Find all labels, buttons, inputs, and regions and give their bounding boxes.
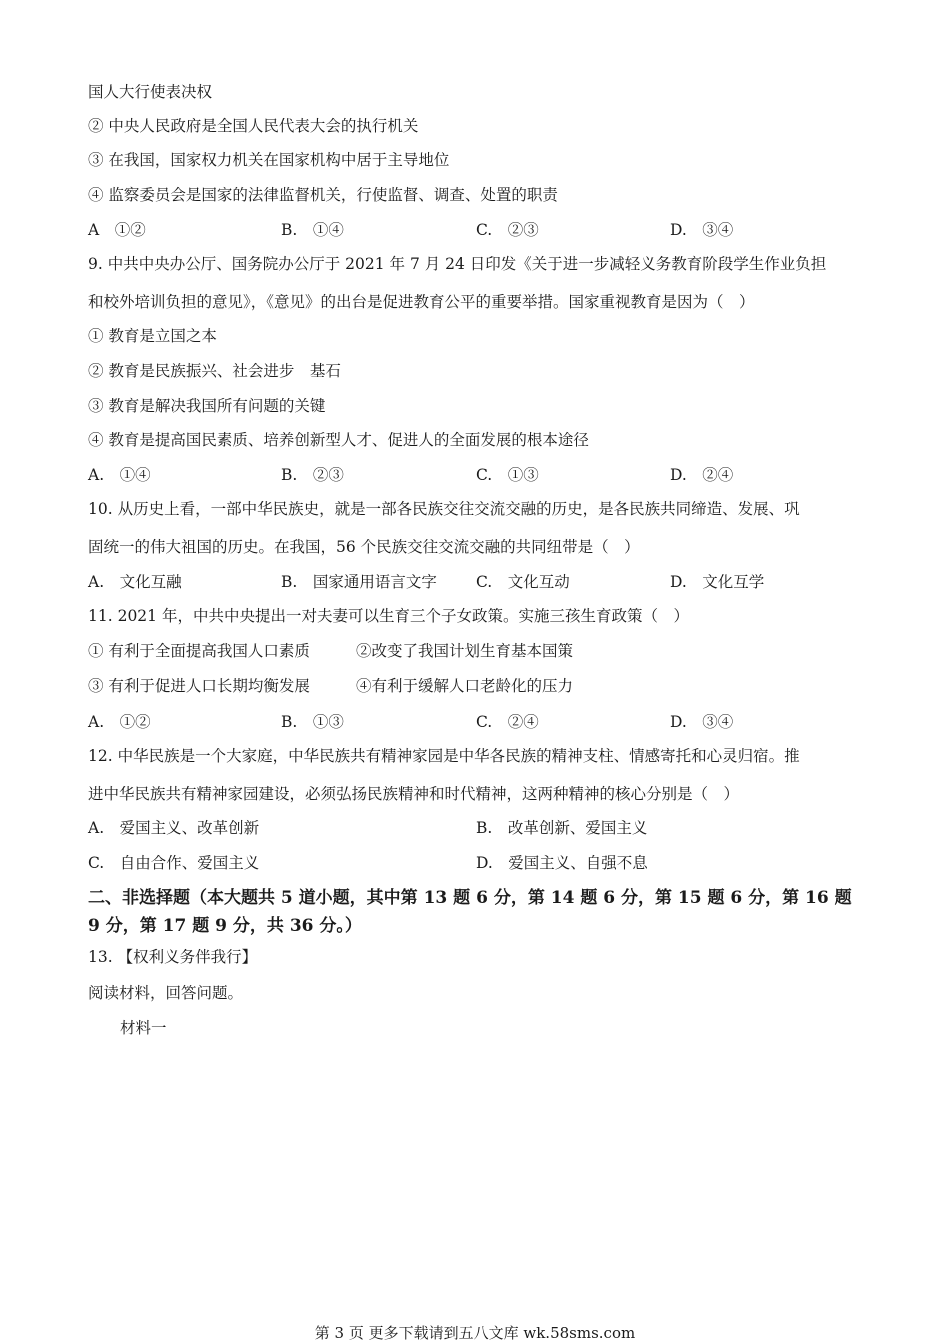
- prev-question-item-4: ④ 监察委员会是国家的法律监督机关，行使监督、调查、处置的职责: [88, 186, 558, 204]
- q9-option-d: D. ②④: [670, 466, 734, 484]
- q12-option-d: D. 爱国主义、自强不息: [476, 854, 648, 872]
- q12-stem-line1: 12. 中华民族是一个大家庭，中华民族共有精神家园是中华各民族的精神支柱、情感寄托和心灵归宿。推: [88, 747, 800, 765]
- q11-option-d: D. ③④: [670, 713, 734, 731]
- q13-material-label: 材料一: [120, 1019, 167, 1037]
- prev-question-item-2: ② 中央人民政府是全国人民代表大会的执行机关: [88, 117, 419, 135]
- q12-option-b: B. 改革创新、爱国主义: [476, 819, 648, 837]
- section-title: 二、非选择题（本大题共 5 道小题，其中第 13 题 6 分，第 14 题 6 分，第 15 题 6 分，第 16 题 9 分，第 17 题 9 分，共 36 分。）: [88, 888, 852, 936]
- q10-option-b: B. 国家通用语言文字: [281, 573, 437, 591]
- q9-item-4: ④ 教育是提高国民素质、培养创新型人才、促进人的全面发展的根本途径: [88, 431, 589, 449]
- q9-stem-line1: 9. 中共中央办公厅、国务院办公厅于 2021 年 7 月 24 日印发《关于进一步减轻义务教育阶段学生作业负担: [88, 255, 827, 273]
- q9-option-c: C. ①③: [476, 466, 539, 484]
- q11-option-a: A. ①②: [88, 713, 151, 731]
- q13-heading: 13. 【权利义务伴我行】: [88, 948, 258, 966]
- q11-stem: 11. 2021 年，中共中央提出一对夫妻可以生育三个子女政策。实施三孩生育政策（ ）: [88, 607, 689, 625]
- q10-option-d: D. 文化互学: [670, 573, 765, 591]
- q12-option-a: A. 爱国主义、改革创新: [88, 819, 260, 837]
- prev-option-a: A ①②: [88, 221, 146, 239]
- prev-option-d: D. ③④: [670, 221, 734, 239]
- q11-option-c: C. ②④: [476, 713, 539, 731]
- q13-instruction: 阅读材料，回答问题。: [88, 984, 244, 1002]
- prev-option-b: B. ①④: [281, 221, 344, 239]
- prev-question-item-3: ③ 在我国，国家权力机关在国家机构中居于主导地位: [88, 151, 450, 169]
- prev-option-c: C. ②③: [476, 221, 539, 239]
- q11-item-3: ③ 有利于促进人口长期均衡发展: [88, 677, 310, 695]
- q9-option-b: B. ②③: [281, 466, 344, 484]
- prev-question-tail: 国人大行使表决权: [88, 83, 213, 101]
- q9-item-1: ① 教育是立国之本: [88, 327, 217, 345]
- q9-option-a: A. ①④: [88, 466, 151, 484]
- page-footer: 第 3 页 更多下载请到五八文库 wk.58sms.com: [314, 1324, 636, 1342]
- q11-item-4: ④有利于缓解人口老龄化的压力: [356, 677, 574, 695]
- q10-stem-line2: 固统一的伟大祖国的历史。在我国，56 个民族交往交流交融的共同纽带是（ ）: [88, 538, 640, 556]
- q10-stem-line1: 10. 从历史上看，一部中华民族史，就是一部各民族交往交流交融的历史，是各民族共同缔造、发展、巩: [88, 500, 800, 518]
- q9-stem-line2: 和校外培训负担的意见》，《意见》的出台是促进教育公平的重要举措。国家重视教育是因为（ ）: [88, 293, 755, 311]
- q12-stem-line2: 进中华民族共有精神家园建设，必须弘扬民族精神和时代精神，这两种精神的核心分别是（ ）: [88, 785, 740, 803]
- q10-option-c: C. 文化互动: [476, 573, 570, 591]
- q10-option-a: A. 文化互融: [88, 573, 182, 591]
- q11-item-1: ① 有利于全面提高我国人口素质: [88, 642, 310, 660]
- q12-option-c: C. 自由合作、爱国主义: [88, 854, 260, 872]
- q11-option-b: B. ①③: [281, 713, 344, 731]
- q11-item-2: ②改变了我国计划生育基本国策: [356, 642, 574, 660]
- q9-item-2: ② 教育是民族振兴、社会进步 基石: [88, 362, 341, 380]
- q9-item-3: ③ 教育是解决我国所有问题的关键: [88, 397, 326, 415]
